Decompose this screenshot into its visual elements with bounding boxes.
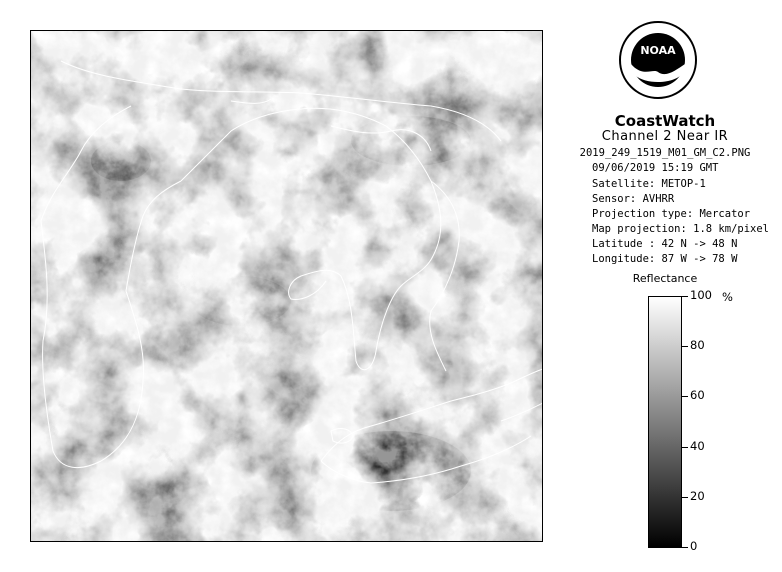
- latitude-range: Latitude : 42 N -> 48 N: [592, 238, 738, 250]
- satellite-map: [30, 30, 543, 542]
- colorbar-tick-label: 60: [690, 388, 705, 403]
- colorbar-tick-mark: [682, 346, 688, 347]
- reflectance-colorbar: [648, 296, 682, 548]
- colorbar-tick-mark: [682, 396, 688, 397]
- colorbar-tick-mark: [682, 296, 688, 297]
- colorbar-tick-label: 0: [690, 539, 698, 553]
- satellite-image: [31, 31, 543, 542]
- map-projection: Map projection: 1.8 km/pixel: [592, 223, 770, 235]
- longitude-range: Longitude: 87 W -> 78 W: [592, 253, 738, 265]
- legend-unit: %: [722, 290, 733, 304]
- colorbar-tick-label: 40: [690, 438, 705, 453]
- satellite: Satellite: METOP-1: [592, 178, 706, 190]
- colorbar-tick-mark: [682, 547, 688, 548]
- colorbar-tick-mark: [682, 497, 688, 498]
- filename: 2019_249_1519_M01_GM_C2.PNG: [579, 147, 751, 159]
- legend-title: Reflectance: [632, 272, 698, 285]
- colorbar-tick-label: 100: [690, 288, 712, 302]
- logo-text: NOAA: [640, 44, 676, 57]
- projection-type: Projection type: Mercator: [592, 208, 751, 220]
- datetime: 09/06/2019 15:19 GMT: [592, 162, 719, 174]
- colorbar-tick-label: 20: [690, 488, 705, 503]
- colorbar-tick-mark: [682, 447, 688, 448]
- noaa-logo: [618, 20, 698, 100]
- sensor: Sensor: AVHRR: [592, 193, 675, 205]
- product-title: CoastWatch: [614, 112, 716, 130]
- noaa-seal-icon: [618, 20, 698, 100]
- colorbar-tick-label: 80: [690, 338, 705, 353]
- channel-subtitle: Channel 2 Near IR: [601, 129, 729, 144]
